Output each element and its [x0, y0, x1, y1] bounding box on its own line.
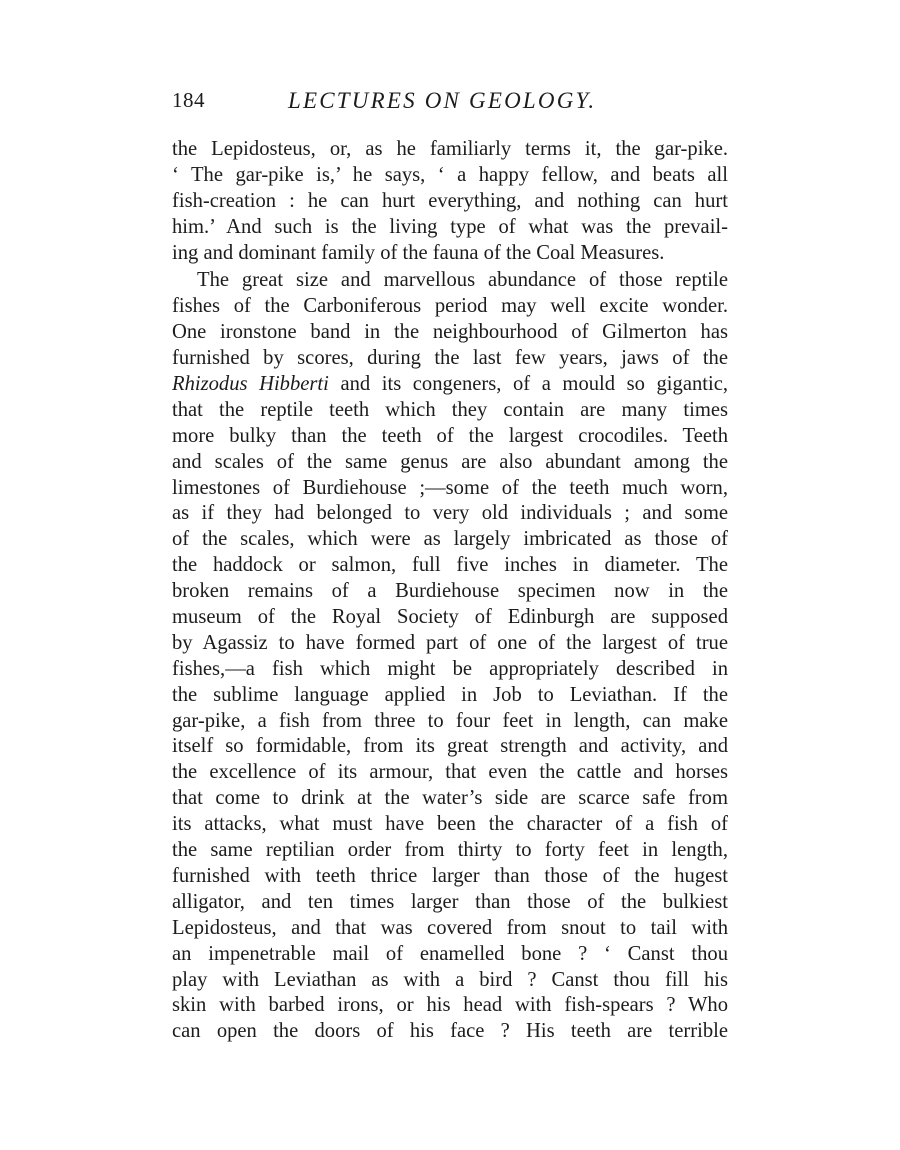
text-line: gar-pike, a fish from three to four feet in length, can make: [172, 709, 728, 732]
text-line: furnished with teeth thrice larger than those of the hugest: [172, 864, 728, 887]
text-line: ‘ The gar-pike is,’ he says, ‘ a happy fellow, and beats all: [172, 163, 728, 186]
text-line: him.’ And such is the living type of what was the prevail-: [172, 215, 728, 238]
paragraph-first-line: The great size and marvellous abundance of those reptile: [197, 269, 728, 292]
text-line: more bulky than the teeth of the largest crocodiles. Teeth: [172, 424, 728, 447]
species-name: Rhizodus Hibberti: [172, 373, 329, 396]
text-line: furnished by scores, during the last few years, jaws of the: [172, 347, 728, 370]
text-line: museum of the Royal Society of Edinburgh are supposed: [172, 606, 728, 629]
text-line: can open the doors of his face ? His teeth are terrible: [172, 1020, 728, 1043]
text-line: of the scales, which were as largely imbricated as those of: [172, 528, 728, 551]
text-line: the excellence of its armour, that even the cattle and horses: [172, 761, 728, 784]
text-line: skin with barbed irons, or his head with fish-spears ? Who: [172, 994, 728, 1017]
text-line: an impenetrable mail of enamelled bone ? ‘ Canst thou: [172, 942, 728, 965]
running-title: LECTURES ON GEOLOGY.: [288, 88, 597, 113]
text-line: play with Leviathan as with a bird ? Canst thou fill his: [172, 968, 728, 991]
text-line: alligator, and ten times larger than those of the bulkiest: [172, 890, 728, 913]
text-line: by Agassiz to have formed part of one of the largest of true: [172, 631, 728, 654]
text-line: fishes of the Carboniferous period may well excite wonder.: [172, 295, 728, 318]
text-line: Lepidosteus, and that was covered from snout to tail with: [172, 916, 728, 939]
text-line: fish-creation : he can hurt everything, and nothing can hurt: [172, 189, 728, 212]
text-line: the same reptilian order from thirty to forty feet in length,: [172, 839, 728, 862]
text-line: limestones of Burdiehouse ;—some of the teeth much worn,: [172, 476, 728, 499]
text-line: One ironstone band in the neighbourhood of Gilmerton has: [172, 321, 728, 344]
text-line: that the reptile teeth which they contain are many times: [172, 398, 728, 421]
text-line: broken remains of a Burdiehouse specimen now in the: [172, 580, 728, 603]
text-line: the Lepidosteus, or, as he familiarly terms it, the gar-pike.: [172, 138, 728, 160]
line-remainder: and its congeners, of a mould so gigantic,: [328, 373, 728, 396]
text-line-with-italic: [172, 372, 728, 398]
text-line: its attacks, what must have been the character of a fish of: [172, 813, 728, 836]
text-line: the haddock or salmon, full five inches in diameter. The: [172, 554, 728, 577]
text-line: that come to drink at the water’s side are scarce safe from: [172, 787, 728, 810]
text-line: itself so formidable, from its great strength and activity, and: [172, 735, 728, 758]
text-line: as if they had belonged to very old individuals ; and some: [172, 502, 728, 525]
text-line: fishes,—a fish which might be appropriately described in: [172, 657, 728, 680]
text-line: and scales of the same genus are also abundant among the: [172, 450, 728, 473]
page-header: [172, 88, 728, 122]
text-line: the sublime language applied in Job to Leviathan. If the: [172, 683, 728, 706]
page-number: 184: [172, 88, 205, 112]
text-line: ing and dominant family of the fauna of the Coal Measures.: [172, 241, 665, 264]
body-text: [172, 137, 728, 1045]
